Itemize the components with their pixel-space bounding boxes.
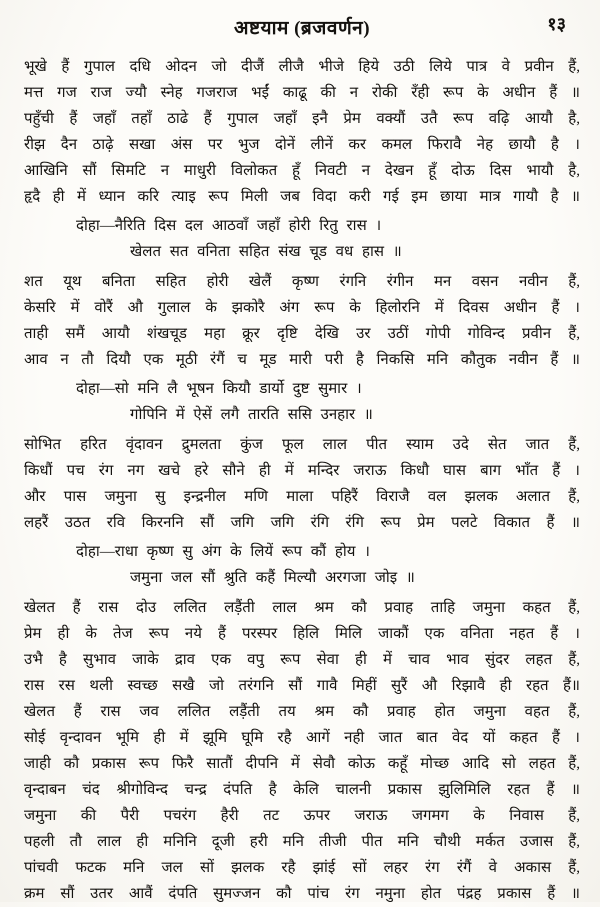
verse-line: किधौं पच रंग नग खचे हरे सौने ही में मन्दिर जराऊ किधौ घास बाग भाँत हैं । [24, 463, 580, 479]
verse-line: वृन्दाबन चंद श्रीगोविन्द चन्द्र दंपति है केलि चालनी प्रकास झुलिमिलि रहत हैं ॥ [24, 782, 580, 798]
verse-line: जमुना की पैरी पचरंग हैरी तट ऊपर जराऊ जगमग के निवास हैं, [24, 808, 580, 824]
doha-line: दोहा—सो मनि लै भूषन कियौ डार्यो दुष्ट सुमार । [76, 381, 362, 397]
verse-block [24, 432, 580, 536]
verse-line: पहुँची हैं जहाँ तहाँ ठाढे हैं गुपाल जहाँ इनै प्रेम वक्यौं उतै रूप वढ़ि आयौ है, [24, 111, 580, 127]
verse-line: ताही समैं आयौ शंखचूड महा क्रूर दृष्टि देखि उर उठीं गोपी गोविन्द प्रवीन हैं, [24, 326, 580, 342]
verse-line: उभै है सुभाव जाके द्राव एक वपु रूप सेवा ही में चाव भाव सुंदर लहत हैं, [24, 652, 580, 668]
doha-block [24, 539, 580, 591]
verse-line: जाही कौ प्रकास रूप फिरै सातौं दीपनि में सेवौ कोऊ कहूँ मोच्छ आदि सो लहत हैं, [24, 756, 580, 772]
verse-block [24, 269, 580, 373]
doha-line: खेलत सत वनिता सहित संख चूड वध हास ॥ [130, 244, 402, 260]
verse-line: आव न तौ दियौ एक मूठी रंगैं च मूड मारी परी है निकसि मनि कौतुक नवीन हैं ॥ [24, 352, 580, 368]
verse-line: केसरि में वोरैं औ गुलाल के झकोरै अंग रूप के हिलोरनि में दिवस अधीन हैं । [24, 300, 580, 316]
verse-line: लहरैं उठत रवि किरननि सौं जगि जगि रंगि रंगि रूप प्रेम पलटे विकात हैं ॥ [24, 515, 580, 531]
verse-line: पहली तौ लाल ही मनिनि दूजी हरी मनि तीजी पीत मनि चौथी मर्कत उजास हैं, [24, 834, 580, 850]
verse-line: रास रस थली स्वच्छ सखै जो तरंगनि सौं गावै मिहीं सुरैं औ रिझावै ही रहत हैं॥ [24, 678, 580, 694]
verse-line: खेलत हैं रास दोउ ललित लड़ैंती लाल श्रम कौ प्रवाह ताहि जमुना कहत हैं, [24, 600, 580, 616]
verse-line: रीझ दैन ठाढ़े सखा अंस पर भुज दोनें लीनें कर कमल फिरावै नेह छायौ है । [24, 137, 580, 153]
verse-block [24, 595, 580, 907]
doha-line: जमुना जल सौं श्रुति कहैं मिल्यौ अरगजा जोइ ॥ [130, 570, 415, 586]
verse-line: सोभित हरित वृंदावन द्रुमलता कुंज फूल लाल पीत स्याम उदे सेत जात हैं, [24, 437, 580, 453]
verse-block [24, 54, 580, 210]
page-title: अष्टयाम (ब्रजवर्णन) [233, 18, 371, 39]
doha-line: गोपिनि में ऐसें लगै तारति ससि उनहार ॥ [130, 407, 373, 423]
verse-line: भूखे हैं गुपाल दधि ओदन जो दीजैं लीजै भीजे हिये उठी लिये पात्र वे प्रवीन हैं, [24, 59, 580, 75]
doha-line: दोहा—नैरिति दिस दल आठवाँ जहाँ होरी रितु रास । [76, 218, 382, 234]
verse-line: क्रम सौं उतर आवैं दंपति सुमज्जन कौ पांच रंग नमुना होत पंद्रह प्रकास हैं ॥ [24, 886, 580, 902]
verse-line: प्रेम ही के तेज रूप नये हैं परस्पर हिलि मिलि जाकौं एक वनिता नहत हैं । [24, 626, 580, 642]
verse-line: पांचवी फटक मनि जल सों झलक रहै झांई सों लहर रंग रंगैं वे अकास हैं, [24, 860, 580, 876]
page-body [24, 54, 580, 907]
verse-line: खेलत हैं रास जव ललित लड़ैंती तय श्रम कौ प्रवाह होत जमुना वहत हैं, [24, 704, 580, 720]
verse-line: और पास जमुना सु इन्द्रनील मणि माला पहिरैं विराजै वल झलक अलात हैं, [24, 489, 580, 505]
verse-line: मत्त गज राज ज्यौ स्नेह गजराज भईं काढू की न रोकी रँही रूप के अधीन हैं ॥ [24, 85, 580, 101]
doha-block [24, 213, 580, 265]
page-header [24, 10, 580, 44]
verse-line: हृदै ही में ध्यान करि त्याइ रूप मिली जब विदा करी गई इम छाया मात्र गायौ है ॥ [24, 189, 580, 205]
verse-line: सोई वृन्दावन भूमि ही में झूमि घूमि रहै आगें नही जात बात वेद यों कहत हैं । [24, 730, 580, 746]
doha-block [24, 376, 580, 428]
verse-line: आखिनि सौं सिमटि न माधुरी विलोकत हूँ निवटी न देखन हूँ दोऊ दिस भायौ है, [24, 163, 580, 179]
page-number: १३ [547, 14, 566, 34]
verse-line: शत यूथ बनिता सहित होरी खेलैं कृष्ण रंगनि रंगीन मन वसन नवीन हैं, [24, 274, 580, 290]
doha-line: दोहा—राधा कृष्ण सु अंग के लियें रूप कौं होय । [76, 544, 370, 560]
